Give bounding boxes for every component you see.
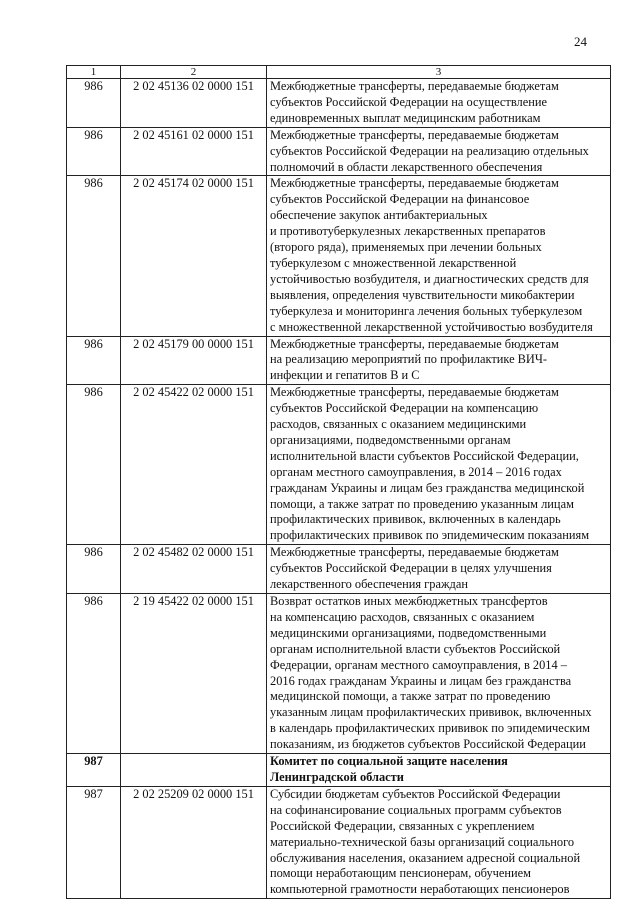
revenue-name-line: Российской Федерации, связанных с укреплением bbox=[270, 818, 535, 833]
admin-code-cell: 986 bbox=[67, 545, 121, 594]
revenue-name-line: Межбюджетные трансферты, передаваемые бюджетам bbox=[270, 545, 559, 560]
revenue-name-line: профилактических прививок по эпидемическим показаниям bbox=[270, 528, 590, 543]
budget-classification-table bbox=[66, 65, 611, 899]
revenue-name-line: профилактических прививок, включенных в календарь bbox=[270, 512, 561, 527]
revenue-name-line: исполнительной власти субъектов Российской Федерации, bbox=[270, 448, 579, 463]
admin-code-cell: 987 bbox=[67, 786, 121, 898]
table-header-row bbox=[67, 66, 611, 79]
revenue-name-line: гражданам Украины и лицам без гражданства медицинской bbox=[270, 480, 585, 495]
revenue-name-cell bbox=[267, 385, 611, 545]
revenue-name-cell bbox=[267, 79, 611, 128]
admin-code-cell: 986 bbox=[67, 79, 121, 128]
revenue-name-line: Субсидии бюджетам субъектов Российской Федерации bbox=[270, 786, 561, 801]
revenue-name-line: субъектов Российской Федерации в целях улучшения bbox=[270, 561, 552, 576]
revenue-name-line: Межбюджетные трансферты, передаваемые бюджетам bbox=[270, 176, 559, 191]
revenue-name-line: 2016 годах гражданам Украины и лицам без гражданства bbox=[270, 673, 572, 688]
revenue-name-line: субъектов Российской Федерации на финансовое bbox=[270, 192, 530, 207]
table-row bbox=[67, 385, 611, 545]
admin-code-cell: 986 bbox=[67, 127, 121, 176]
revenue-name-line: туберкулезом с множественной лекарственной bbox=[270, 255, 517, 270]
revenue-name-line: Федерации, органам местного самоуправления, в 2014 – bbox=[270, 657, 567, 672]
revenue-name-cell bbox=[267, 754, 611, 787]
revenue-name-line: Межбюджетные трансферты, передаваемые бюджетам bbox=[270, 336, 559, 351]
table-row bbox=[67, 754, 611, 787]
revenue-name-line: единовременных выплат медицинским работникам bbox=[270, 110, 541, 125]
page-number: 24 bbox=[574, 34, 587, 49]
revenue-name-line: Межбюджетные трансферты, передаваемые бюджетам bbox=[270, 79, 559, 93]
table-row bbox=[67, 545, 611, 594]
revenue-name-line: на компенсацию расходов, связанных с оказанием bbox=[270, 609, 535, 624]
column-header-budget-code: 2 bbox=[121, 66, 267, 79]
revenue-name-line: указанным лицам профилактических прививок, включенных bbox=[270, 705, 592, 720]
revenue-name-line: расходов, связанных с оказанием медицинскими bbox=[270, 417, 527, 432]
revenue-name-line: субъектов Российской Федерации на осуществление bbox=[270, 94, 547, 109]
admin-code-cell: 987 bbox=[67, 754, 121, 787]
table-row bbox=[67, 336, 611, 385]
revenue-name-line: обслуживания населения, оказанием адресной социальной bbox=[270, 850, 581, 865]
revenue-name-line: Ленинградской области bbox=[270, 769, 404, 784]
revenue-name-line: с множественной лекарственной устойчивостью возбудителя bbox=[270, 319, 593, 334]
revenue-name-cell bbox=[267, 176, 611, 336]
revenue-name-line: (второго ряда), применяемых при лечении больных bbox=[270, 240, 542, 255]
budget-code-cell: 2 02 25209 02 0000 151 bbox=[121, 786, 267, 898]
admin-code-cell: 986 bbox=[67, 385, 121, 545]
revenue-name-line: в календарь профилактических прививок по эпидемическим bbox=[270, 721, 591, 736]
budget-code-cell: 2 02 45136 02 0000 151 bbox=[121, 79, 267, 128]
budget-code-cell: 2 02 45161 02 0000 151 bbox=[121, 127, 267, 176]
budget-code-cell: 2 02 45179 00 0000 151 bbox=[121, 336, 267, 385]
revenue-name-line: компьютерной грамотности неработающих пенсионеров bbox=[270, 882, 570, 897]
revenue-name-cell bbox=[267, 545, 611, 594]
revenue-name-line: организациями, подведомственными органам bbox=[270, 432, 511, 447]
revenue-name-line: Межбюджетные трансферты, передаваемые бюджетам bbox=[270, 385, 559, 400]
budget-code-cell: 2 02 45422 02 0000 151 bbox=[121, 385, 267, 545]
revenue-name-line: Комитет по социальной защите населения bbox=[270, 754, 508, 769]
revenue-name-line: показаниям, из бюджетов субъектов Российской Федерации bbox=[270, 737, 586, 752]
table-row bbox=[67, 594, 611, 754]
revenue-name-line: обеспечение закупок антибактериальных bbox=[270, 208, 488, 223]
column-header-name: 3 bbox=[267, 66, 611, 79]
table-row bbox=[67, 79, 611, 128]
revenue-name-line: органам исполнительной власти субъектов Российской bbox=[270, 641, 561, 656]
revenue-name-cell bbox=[267, 127, 611, 176]
revenue-name-line: лекарственного обеспечения граждан bbox=[270, 577, 468, 592]
revenue-name-line: выявления, определения чувствительности микобактерии bbox=[270, 287, 575, 302]
revenue-name-cell bbox=[267, 786, 611, 898]
revenue-name-line: на софинансирование социальных программ субъектов bbox=[270, 802, 562, 817]
revenue-name-line: помощи, а также затрат по проведению указанным лицам bbox=[270, 496, 574, 511]
revenue-name-line: Межбюджетные трансферты, передаваемые бюджетам bbox=[270, 127, 559, 142]
table-row bbox=[67, 176, 611, 336]
table-body bbox=[67, 79, 611, 899]
revenue-name-line: туберкулеза и мониторинга лечения больных туберкулезом bbox=[270, 303, 583, 318]
revenue-name-line: устойчивостью возбудителя, и диагностических средств для bbox=[270, 271, 589, 286]
revenue-name-line: помощи неработающим пенсионерам, обучением bbox=[270, 866, 531, 881]
revenue-name-line: на реализацию мероприятий по профилактике ВИЧ- bbox=[270, 352, 548, 367]
revenue-name-line: медицинскими организациями, подведомственными bbox=[270, 625, 547, 640]
budget-code-cell: 2 19 45422 02 0000 151 bbox=[121, 594, 267, 754]
budget-code-cell bbox=[121, 754, 267, 787]
revenue-name-line: и противотуберкулезных лекарственных препаратов bbox=[270, 224, 546, 239]
revenue-name-line: субъектов Российской Федерации на реализацию отдельных bbox=[270, 143, 589, 158]
admin-code-cell: 986 bbox=[67, 176, 121, 336]
revenue-name-line: инфекции и гепатитов В и С bbox=[270, 368, 420, 383]
table-row bbox=[67, 786, 611, 898]
revenue-name-line: полномочий в области лекарственного обеспечения bbox=[270, 159, 543, 174]
revenue-name-line: Возврат остатков иных межбюджетных трансфертов bbox=[270, 594, 548, 608]
budget-code-cell: 2 02 45174 02 0000 151 bbox=[121, 176, 267, 336]
admin-code-cell: 986 bbox=[67, 594, 121, 754]
admin-code-cell: 986 bbox=[67, 336, 121, 385]
revenue-name-line: материально-технической базы организаций социального bbox=[270, 834, 575, 849]
revenue-name-line: субъектов Российской Федерации на компенсацию bbox=[270, 401, 539, 416]
table-row bbox=[67, 127, 611, 176]
budget-code-cell: 2 02 45482 02 0000 151 bbox=[121, 545, 267, 594]
revenue-name-cell bbox=[267, 594, 611, 754]
revenue-name-line: медицинской помощи, а также затрат по проведению bbox=[270, 689, 551, 704]
revenue-name-line: органам местного самоуправления, в 2014 – 2016 годах bbox=[270, 464, 562, 479]
revenue-name-cell bbox=[267, 336, 611, 385]
column-header-admin-code: 1 bbox=[67, 66, 121, 79]
